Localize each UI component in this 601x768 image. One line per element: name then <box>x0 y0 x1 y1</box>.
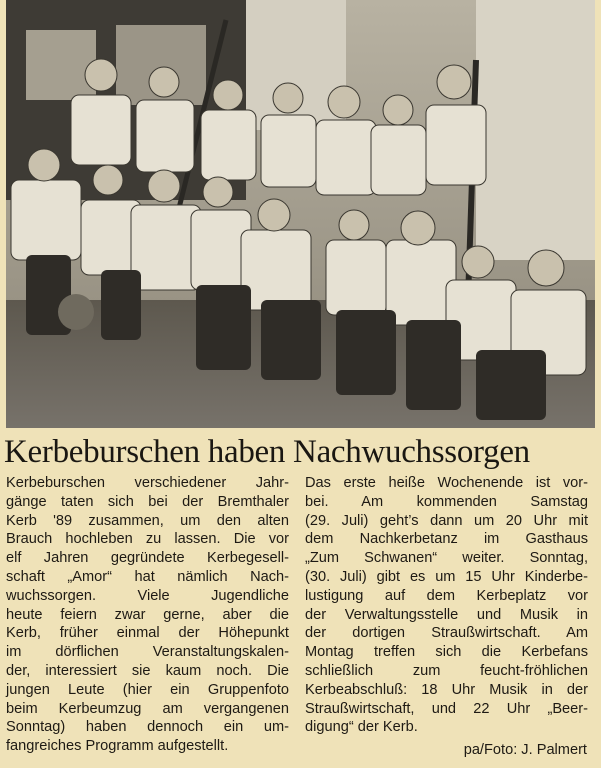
text-line: der, interessiert sie kaum noch. Die <box>6 662 289 679</box>
photo-credit: pa/Foto: J. Palmert <box>463 742 587 758</box>
group-photo-illustration <box>6 0 595 428</box>
text-line: lustigung auf dem Kerbeplatz vor <box>305 587 588 604</box>
text-line: heute feiern zwar gerne, aber die <box>6 606 289 623</box>
text-line: beim Kerbeumzug am vergangenen <box>6 700 289 717</box>
text-line: digung“ der Kerb. <box>305 719 418 736</box>
article-column-right <box>305 474 588 737</box>
text-line: bei. Am kommenden Samstag <box>305 493 588 510</box>
text-line: dem Nachkerbetanz im Gasthaus <box>305 531 588 548</box>
text-line: Straußwirtschaft, und 22 Uhr „Beer- <box>305 700 588 717</box>
text-line: Brauch hochleben zu lassen. Die vor <box>6 531 289 548</box>
text-line: Kerb, früher einmal der Höhepunkt <box>6 625 289 642</box>
text-line: elf Jahren gegründete Kerbegesell- <box>6 550 289 567</box>
article-column-left <box>6 474 289 756</box>
text-line: Sonntag) haben dennoch ein um- <box>6 719 289 736</box>
text-line: der Verwaltungsstelle und Musik in <box>305 606 588 623</box>
text-line: schaft „Amor“ hat nämlich Nach- <box>6 568 289 585</box>
text-line: Kerbeburschen verschiedener Jahr- <box>6 475 289 491</box>
text-line: gänge taten sich bei der Bremthaler <box>6 493 289 510</box>
text-line: (29. Juli) geht’s dann um 20 Uhr mit <box>305 512 588 529</box>
text-line: „Zum Schwanen“ weiter. Sonntag, <box>305 550 588 567</box>
text-line: wuchssorgen. Viele Jugendliche <box>6 587 289 604</box>
article-headline: Kerbeburschen haben Nachwuchssorgen <box>4 434 530 470</box>
text-line: (30. Juli) gibt es um 15 Uhr Kinderbe- <box>305 568 588 585</box>
text-line: schließlich zum feucht-fröhlichen <box>305 662 588 679</box>
text-line: Kerb '89 zusammen, um den alten <box>6 512 289 529</box>
text-line: Montag treffen sich die Kerbefans <box>305 644 588 661</box>
text-line: jungen Leute (hier ein Gruppenfoto <box>6 681 289 698</box>
text-line: der dortigen Straußwirtschaft. Am <box>305 625 588 642</box>
text-line: Das erste heiße Wochenende ist vor- <box>305 475 588 491</box>
text-line: Kerbeabschluß: 18 Uhr Musik in der <box>305 681 588 698</box>
group-photo <box>6 0 595 428</box>
text-line: fangreiches Programm aufgestellt. <box>6 738 229 755</box>
text-line: im dörflichen Veranstaltungskalen- <box>6 644 289 661</box>
